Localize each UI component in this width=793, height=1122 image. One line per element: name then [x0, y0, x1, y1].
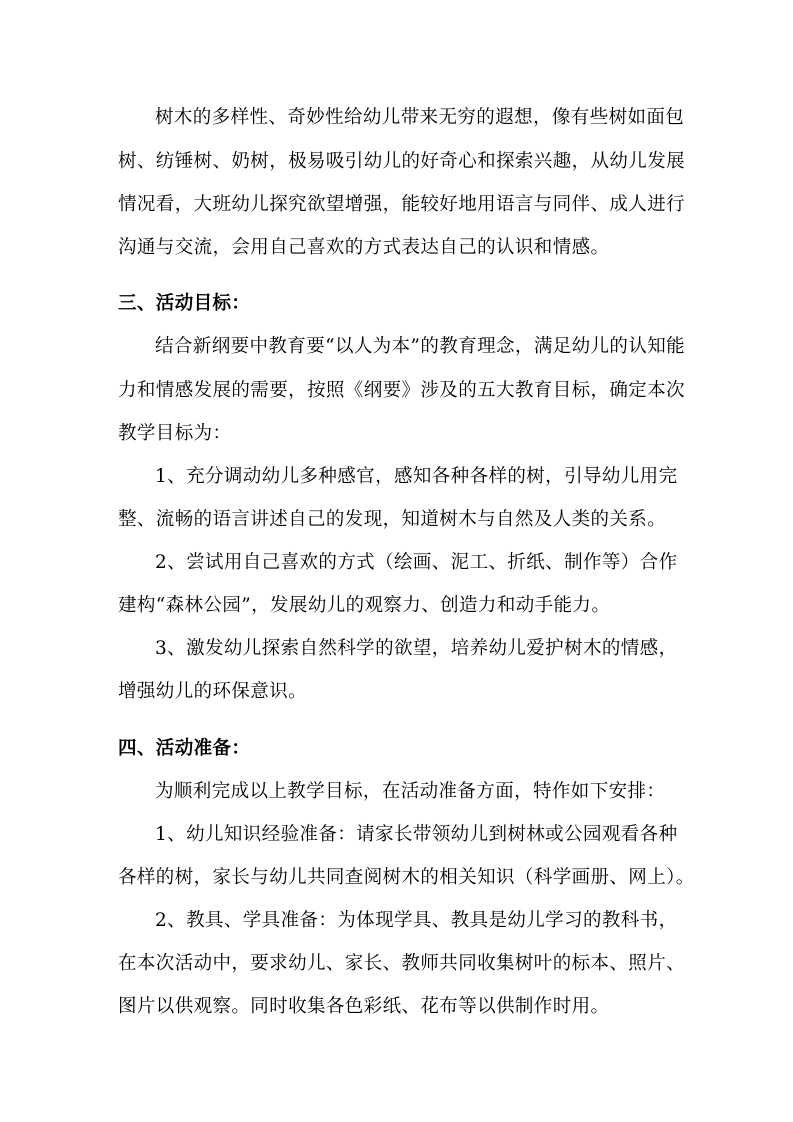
paragraph-line: 为顺利完成以上教学目标，在活动准备方面，特作如下安排：	[155, 781, 666, 802]
prep-item-line: 2、教具、学具准备：为体现学具、教具是幼儿学习的教科书，	[155, 910, 678, 931]
goal-item-line: 增强幼儿的环保意识。	[118, 681, 308, 702]
paragraph-line: 树木的多样性、奇妙性给幼儿带来无穷的遐想，像有些树如面包	[155, 107, 685, 128]
paragraph-line: 结合新纲要中教育要“以人为本”的教育理念，满足幼儿的认知能	[155, 336, 686, 357]
prep-item-line: 1、幼儿知识经验准备：请家长带领幼儿到树林或公园观看各种	[155, 824, 678, 845]
goal-item-line: 建构“森林公园”，发展幼儿的观察力、创造力和动手能力。	[118, 595, 611, 616]
paragraph-line: 沟通与交流，会用自己喜欢的方式表达自己的认识和情感。	[118, 237, 610, 258]
prep-item-line: 图片以供观察。同时收集各色彩纸、花布等以供制作时用。	[118, 996, 610, 1017]
goal-item-line: 整、流畅的语言讲述自己的发现，知道树木与自然及人类的关系。	[118, 509, 667, 530]
section-heading: 三、活动目标：	[118, 293, 251, 314]
paragraph-line: 力和情感发展的需要，按照《纲要》涉及的五大教育目标，确定本次	[118, 380, 686, 401]
prep-item-line: 各样的树，家长与幼儿共同查阅树木的相关知识（科学画册、网上）。	[118, 867, 695, 888]
goal-item-line: 3、激发幼儿探索自然科学的欲望，培养幼儿爱护树木的情感，	[155, 638, 678, 659]
goal-item-line: 2、尝试用自己喜欢的方式（绘画、泥工、折纸、制作等）合作	[155, 552, 678, 573]
goal-item-line: 1、充分调动幼儿多种感官，感知各种各样的树，引导幼儿用完	[155, 466, 678, 487]
paragraph-line: 情况看，大班幼儿探究欲望增强，能较好地用语言与同伴、成人进行	[118, 194, 686, 215]
paragraph-line: 教学目标为：	[118, 423, 232, 444]
prep-item-line: 在本次活动中，要求幼儿、家长、教师共同收集树叶的标本、照片、	[118, 953, 686, 974]
paragraph-line: 树、纺锤树、奶树，极易吸引幼儿的好奇心和探索兴趣，从幼儿发展	[118, 151, 686, 172]
section-heading: 四、活动准备：	[118, 738, 251, 759]
